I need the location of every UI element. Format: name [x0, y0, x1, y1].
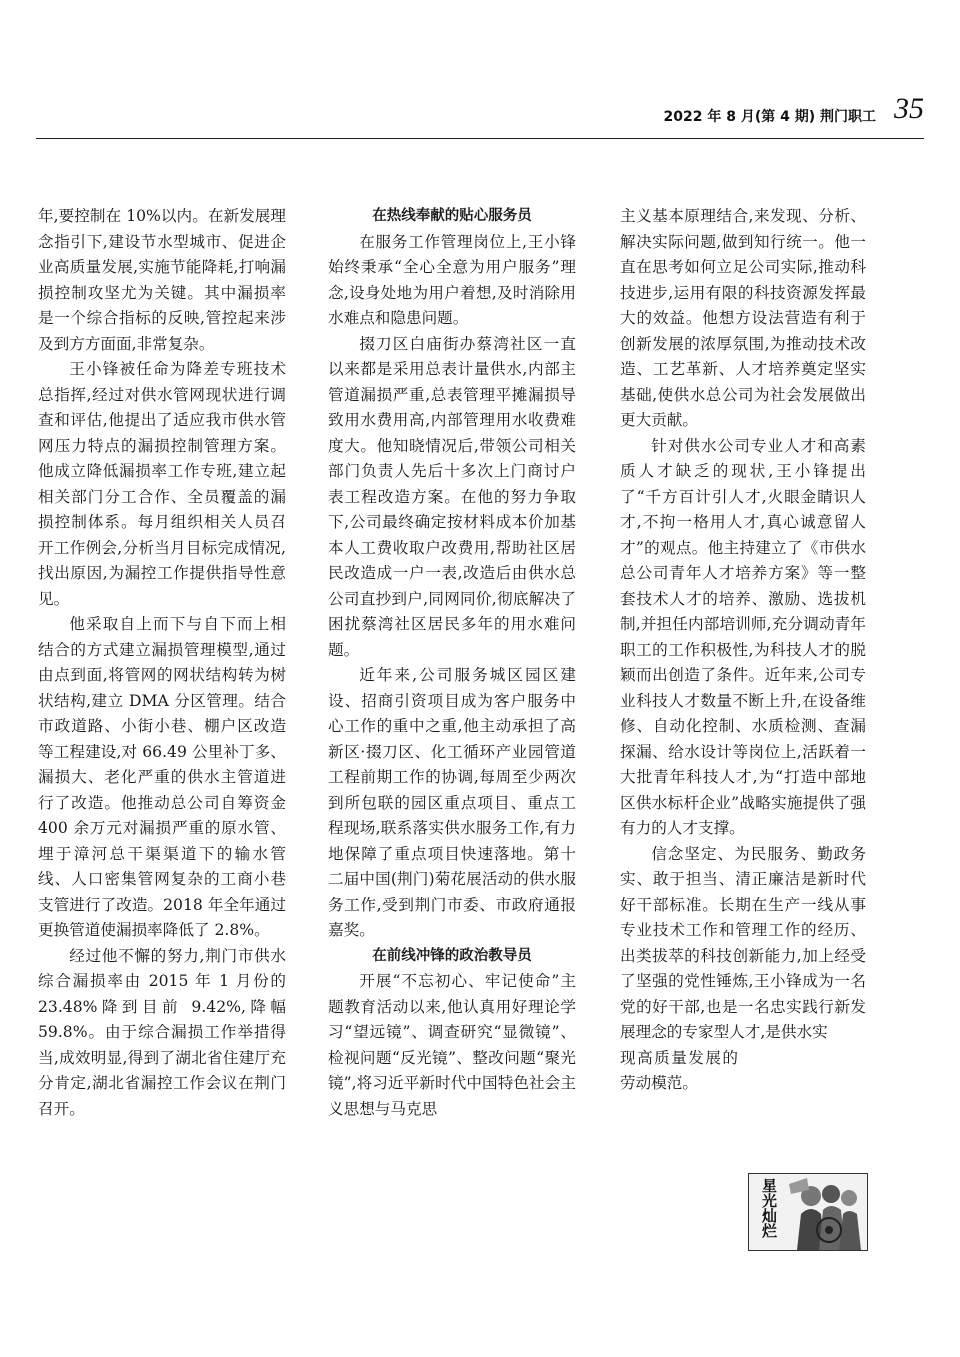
paragraph: 针对供水公司专业人才和高素质人才缺乏的现状,王小锋提出了“千方百计引人才,火眼金睛识人才,不拘一格用人才,真心诚意留人才”的观点。他主持建立了《市供水总公司青年人才培养方案》等一整套技术人才的培养、激励、选拔机制,并担任内部培训师,充分调动青年职工的工作积极性,为科技人才的脱颖而出创造了条件。近年来,公司专业科技人才数量不断上升,在设备维修、自动化控制、水质检测、查漏探漏、给水设计等岗位上,活跃着一大批青年科技人才,为“打造中部地区供水标杆企业”战略实施提供了强有力的人才支撑。 — [620, 436, 866, 837]
paragraph: 王小锋被任命为降差专班技术总指挥,经过对供水管网现状进行调查和评估,他提出了适应我市供水管网压力特点的漏损控制管理方案。他成立降低漏损率工作专班,建立起相关部门分工合作、全员覆盖的漏损控制体系。每月组织相关人员召开工作例会,分析当月目标完成情况,找出原因,为漏控工作提供指导性意见。 — [38, 360, 286, 608]
paragraph: 近年来,公司服务城区园区建设、招商引资项目成为客户服务中心工作的重中之重,他主动承担了高新区·掇刀区、化工循环产业园管道工程前期工作的协调,每周至少两次到所包联的园区重点项目、重点工程现场,联系落实供水服务工作,有力地保障了重点项目快速落地。第十二届中国(荆门)菊花展活动的供水服务工作,受到荆门市委、市政府通报嘉奖。 — [328, 666, 576, 939]
section-heading: 在热线奉献的贴心服务员 — [372, 208, 532, 224]
paragraph-end: 现高质量发展的劳动模范。 — [620, 1048, 738, 1092]
page-number: 35 — [894, 92, 924, 125]
column-3 — [620, 204, 866, 1097]
paragraph: 主义基本原理结合,来发现、分析、解决实际问题,做到知行统一。他一直在思考如何立足公司实际,推动科技进步,运用有限的科技资源发挥最大的效益。他想方设法营造有利于创新发展的浓厚氛围,为推动技术改造、工艺革新、人才培养奠定坚实基础,使供水总公司为社会发展做出更大贡献。 — [620, 207, 866, 429]
column-badge — [748, 1173, 868, 1251]
paragraph: 掇刀区白庙街办蔡湾社区一直以来都是采用总表计量供水,内部主管道漏损严重,总表管理平摊漏损导致用水费用高,内部管理用水收费难度大。他知晓情况后,带领公司相关部门负责人先后十多次上门商讨户表工程改造方案。在他的努力争取下,公司最终确定按材料成本价加基本人工费收取户改费用,帮助社区居民改造成一户一表,改造后由供水总公司直抄到户,同网同价,彻底解决了困扰蔡湾社区居民多年的用水难问题。 — [328, 334, 576, 659]
issue-info: 2022 年 8 月(第 4 期) 荆门职工 — [663, 109, 876, 125]
column-2 — [328, 204, 576, 1122]
page-header — [36, 92, 924, 132]
paragraph: 在服务工作管理岗位上,王小锋始终秉承“全心全意为用户服务”理念,设身处地为用户着想,及时消除用水难点和隐患问题。 — [328, 232, 576, 327]
section-heading: 在前线冲锋的政治教导员 — [372, 947, 532, 964]
paragraph: 年,要控制在 10%以内。在新发展理念指引下,建设节水型城市、促进企业高质量发展,实施节能降耗,打响漏损控制攻坚尤为关键。其中漏损率是一个综合指标的反映,管控起来涉及到方方面面,非常复杂。 — [38, 207, 286, 353]
header-divider — [36, 138, 924, 139]
badge-label: 星光灿烂 — [760, 1178, 778, 1238]
paragraph: 他采取自上而下与自下而上相结合的方式建立漏损管理模型,通过由点到面,将管网的网状结构转为树状结构,建立 DMA 分区管理。结合市政道路、小街小巷、棚户区改造等工程建设,对 66.49 公里补丁多、漏损大、老化严重的供水主管道进行了改造。他推动总公司自筹资金 400 余万元对漏损严重的原水管、埋于漳河总干渠渠道下的输水管线、人口密集管网复杂的工商小巷支管进行了改造。2018 年全年通过更换管道使漏损率降低了 2.8%。 — [38, 615, 286, 939]
paragraph: 开展“不忘初心、牢记使命”主题教育活动以来,他认真用好理论学习“望远镜”、调查研究“显微镜”、检视问题“反光镜”、整改问题“聚光镜”,将习近平新时代中国特色社会主义思想与马克思 — [328, 972, 576, 1118]
paragraph: 经过他不懈的努力,荆门市供水综合漏损率由 2015 年 1 月份的 23.48%降到目前 9.42%,降幅 59.8%。由于综合漏损工作举措得当,成效明显,得到了湖北省住建厅充分肯定,湖北省漏控工作会议在荆门召开。 — [38, 946, 286, 1118]
column-1 — [38, 204, 286, 1122]
paragraph: 信念坚定、为民服务、勤政务实、敢于担当、清正廉洁是新时代好干部标准。长期在生产一线从事专业技术工作和管理工作的经历、出类拔萃的科技创新能力,加上经受了坚强的党性锤炼,王小锋成为一名党的好干部,也是一名忠实践行新发展理念的专家型人才,是供水实 — [620, 844, 866, 1041]
